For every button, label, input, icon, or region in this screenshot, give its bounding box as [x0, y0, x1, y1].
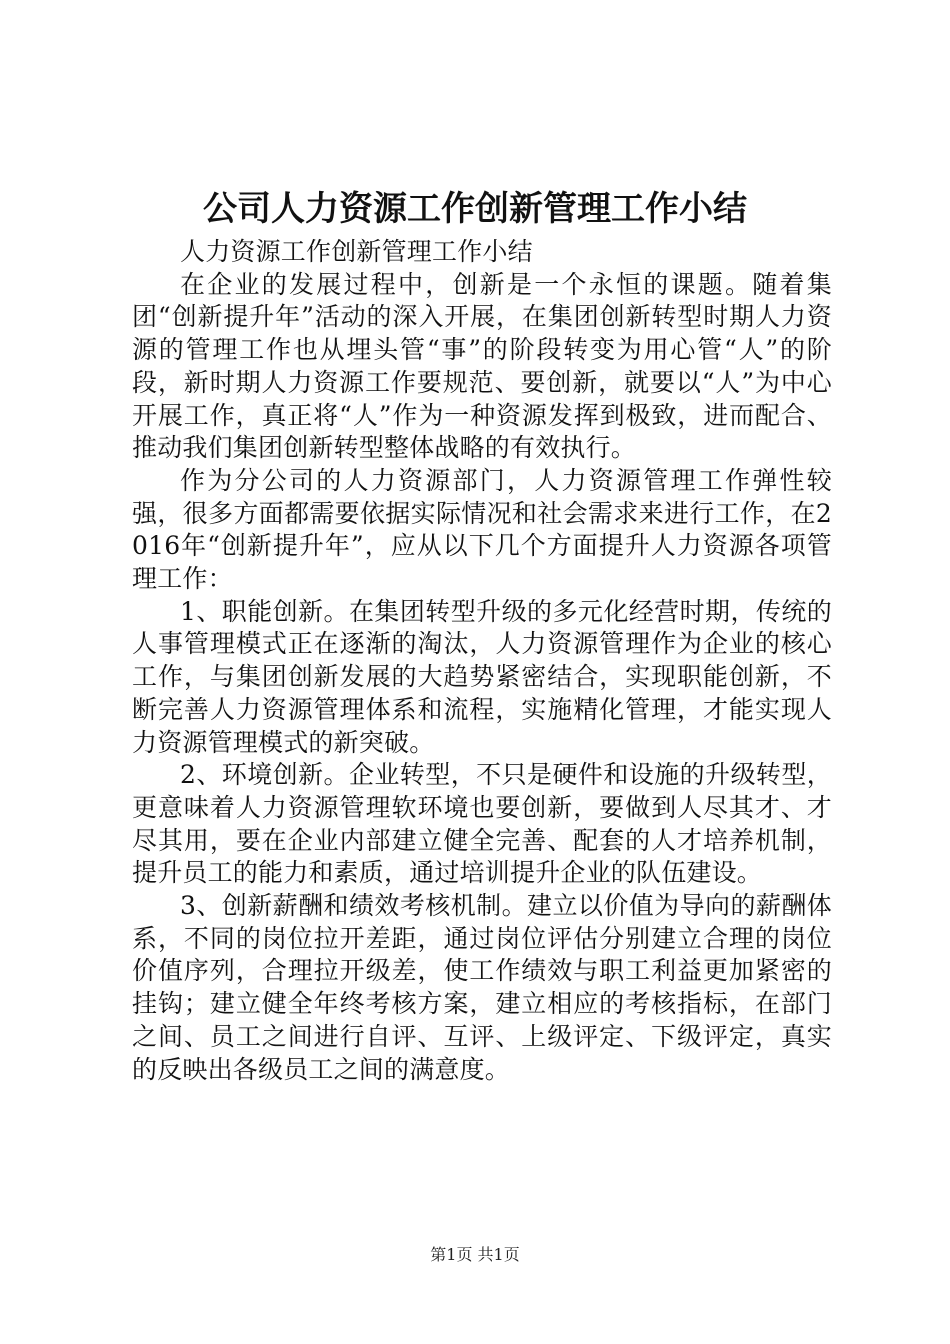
body-paragraph-subtitle: 人力资源工作创新管理工作小结 — [180, 237, 533, 266]
body-paragraph-item-3: 3、创新薪酬和绩效考核机制。建立以价值为导向的薪酬体系，不同的岗位拉开差距，通过岗位评估分别建立合理的岗位价值序列，合理拉开级差，使工作绩效与职工利益更加紧密的挂钩；建立健全年终考核方案，建立相应的考核指标，在部门之间、员工之间进行自评、互评、上级评定、下级评定，真实的反映出各级员工之间的满意度。 — [132, 891, 832, 1084]
body-paragraph-item-1: 1、职能创新。在集团转型升级的多元化经营时期，传统的人事管理模式正在逐渐的淘汰，人力资源管理作为企业的核心工作，与集团创新发展的大趋势紧密结合，实现职能创新，不断完善人力资源管理体系和流程，实施精化管理，才能实现人力资源管理模式的新突破。 — [132, 596, 832, 757]
document-body — [132, 236, 832, 1086]
body-paragraph-department: 作为分公司的人力资源部门，人力资源管理工作弹性较强，很多方面都需要依据实际情况和社会需求来进行工作，在2016年“创新提升年”，应从以下几个方面提升人力资源各项管理工作： — [132, 465, 832, 594]
page-number-footer: 第1页 共1页 — [430, 1245, 520, 1264]
document-title: 公司人力资源工作创新管理工作小结 — [203, 189, 747, 229]
body-paragraph-intro: 在企业的发展过程中，创新是一个永恒的课题。随着集团“创新提升年”活动的深入开展，在集团创新转型时期人力资源的管理工作也从埋头管“事”的阶段转变为用心管“人”的阶段，新时期人力资源工作要规范、要创新，就要以“人”为中心开展工作，真正将“人”作为一种资源发挥到极致，进而配合、推动我们集团创新转型整体战略的有效执行。 — [132, 269, 832, 463]
body-paragraph-item-2: 2、环境创新。企业转型，不只是硬件和设施的升级转型，更意味着人力资源管理软环境也要创新，要做到人尽其才、才尽其用，要在企业内部建立健全完善、配套的人才培养机制，提升员工的能力和素质，通过培训提升企业的队伍建设。 — [132, 760, 832, 888]
